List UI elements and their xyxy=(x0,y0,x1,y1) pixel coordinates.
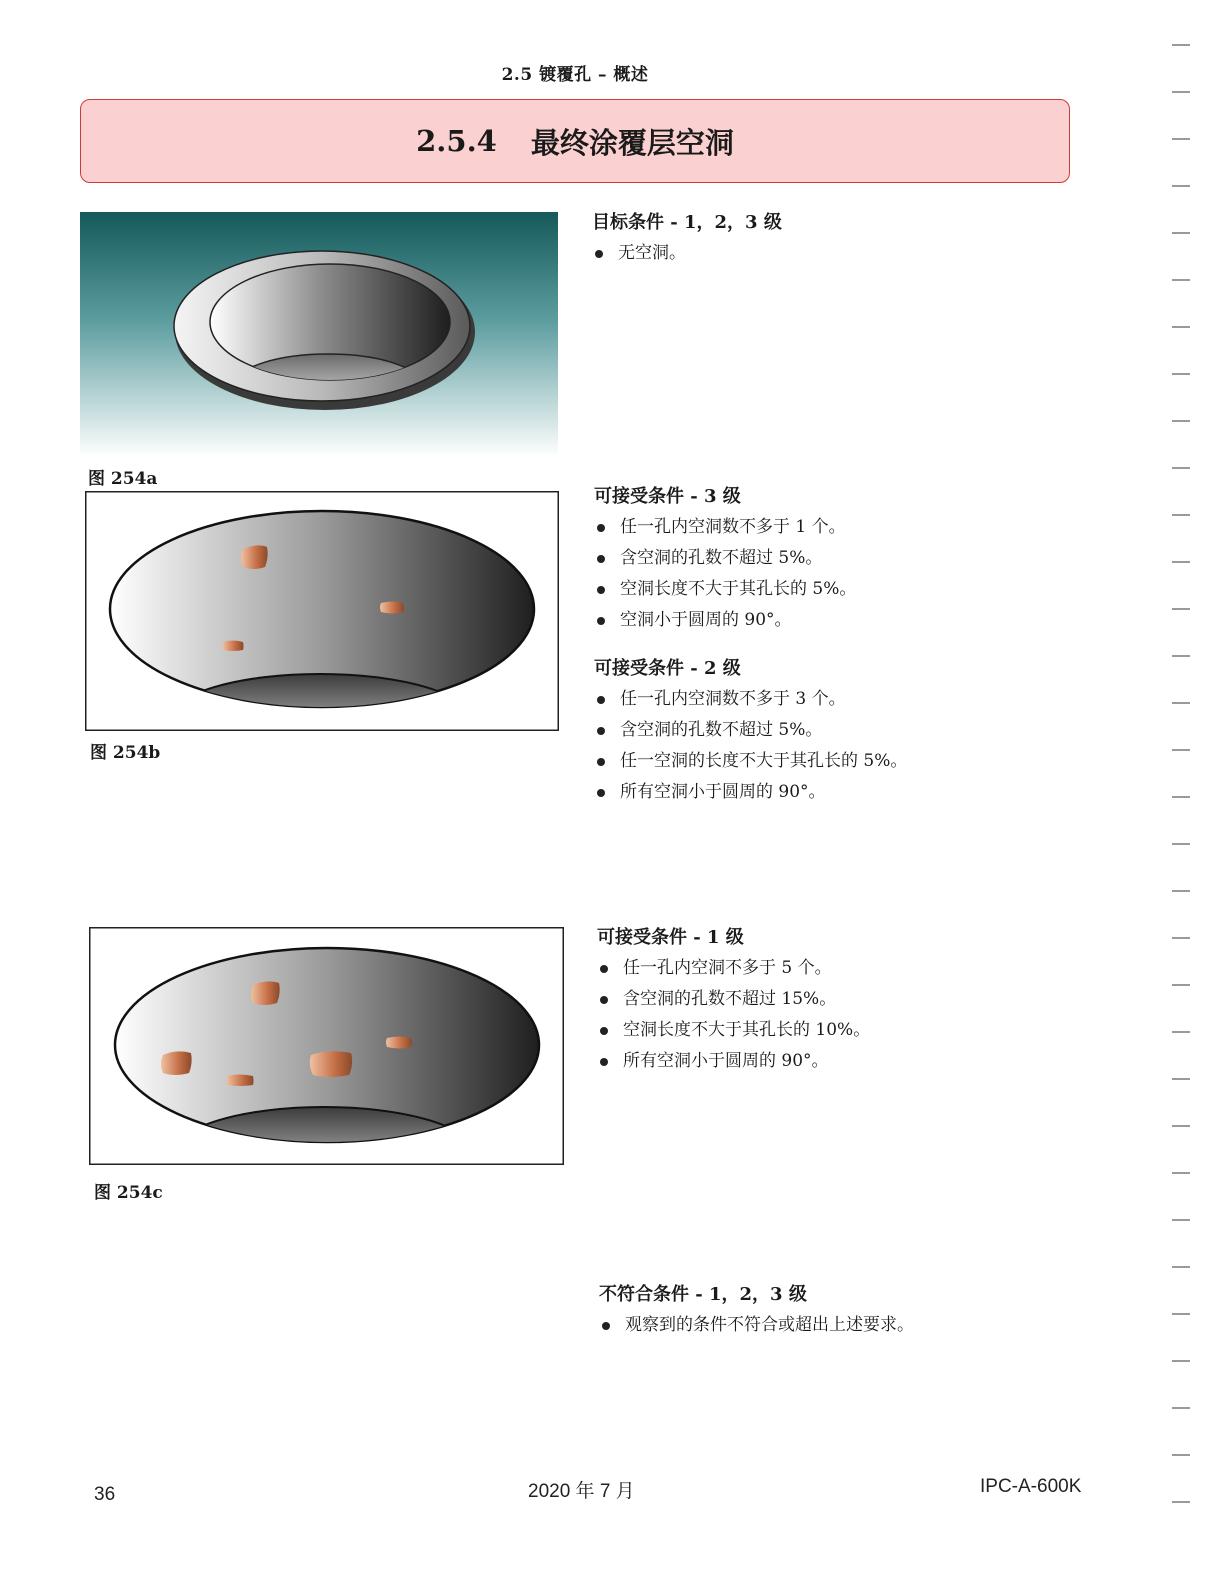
list-item: 任一孔内空洞不多于 5 个。 xyxy=(597,953,1157,984)
list-item: 所有空洞小于圆周的 90°。 xyxy=(597,1046,1157,1077)
list-item: 任一孔内空洞数不多于 1 个。 xyxy=(594,512,1154,543)
acceptable-class-1-heading: 可接受条件 - 1 级 xyxy=(597,927,744,948)
section-title-box xyxy=(80,99,1070,183)
acceptable-class-2 xyxy=(594,654,1154,808)
figure-254b xyxy=(85,491,559,731)
target-condition xyxy=(592,208,1152,269)
target-condition-heading: 目标条件 - 1，2，3 级 xyxy=(592,212,782,233)
acceptable-class-1 xyxy=(597,923,1157,1077)
acceptable-class-3-heading: 可接受条件 - 3 级 xyxy=(594,486,741,507)
list-item: 含空洞的孔数不超过 15%。 xyxy=(597,984,1157,1015)
section-title-text: 最终涂覆层空洞 xyxy=(530,125,734,160)
defect-condition xyxy=(599,1280,1159,1341)
figure-254c-caption: 图 254c xyxy=(94,1183,163,1203)
list-item: 空洞小于圆周的 90°。 xyxy=(594,605,1154,636)
list-item: 含空洞的孔数不超过 5%。 xyxy=(594,543,1154,574)
figure-254c xyxy=(89,927,564,1165)
figure-254b-caption: 图 254b xyxy=(90,743,161,763)
footer-date: 2020 年 7 月 xyxy=(528,1481,635,1502)
section-header: 2.5 镀覆孔 – 概述 xyxy=(501,65,649,85)
list-item: 任一孔内空洞数不多于 3 个。 xyxy=(594,684,1154,715)
list-item: 含空洞的孔数不超过 5%。 xyxy=(594,715,1154,746)
list-item: 所有空洞小于圆周的 90°。 xyxy=(594,777,1154,808)
acceptable-class-3 xyxy=(594,482,1154,636)
footer-doc-id: IPC-A-600K xyxy=(980,1476,1082,1497)
list-item: 空洞长度不大于其孔长的 10%。 xyxy=(597,1015,1157,1046)
binding-edge-marks xyxy=(1164,30,1204,1560)
defect-condition-heading: 不符合条件 - 1，2，3 级 xyxy=(599,1284,807,1305)
page-number: 36 xyxy=(94,1484,116,1505)
figure-254a-caption: 图 254a xyxy=(88,469,158,489)
figure-254a xyxy=(80,212,558,457)
section-title-number: 2.5.4 xyxy=(416,124,497,158)
list-item: 观察到的条件不符合或超出上述要求。 xyxy=(599,1310,1159,1341)
list-item: 无空洞。 xyxy=(592,238,1152,269)
list-item: 任一空洞的长度不大于其孔长的 5%。 xyxy=(594,746,1154,777)
acceptable-class-2-heading: 可接受条件 - 2 级 xyxy=(594,658,741,679)
list-item: 空洞长度不大于其孔长的 5%。 xyxy=(594,574,1154,605)
